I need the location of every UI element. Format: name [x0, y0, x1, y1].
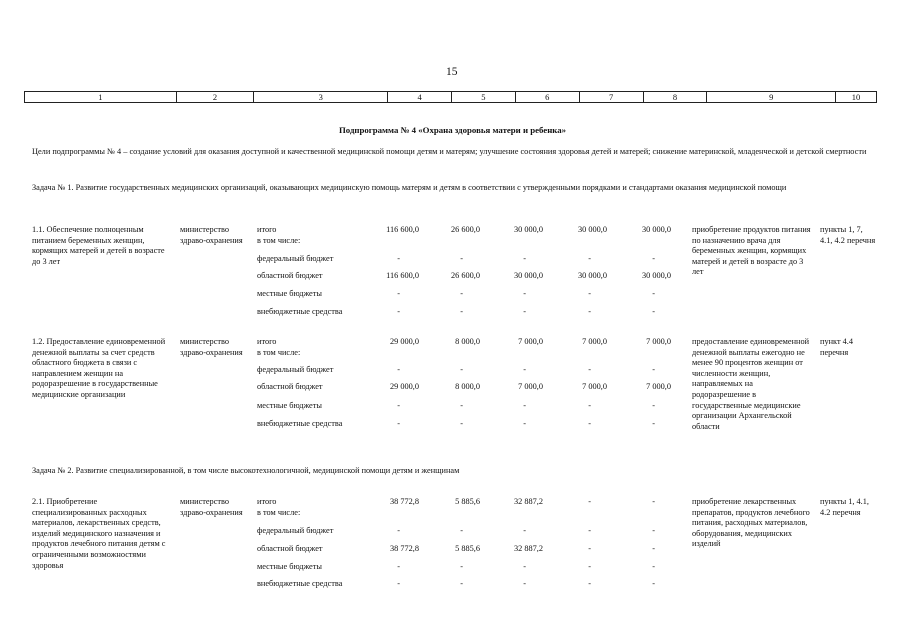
- vneb-y4: -: [652, 579, 655, 588]
- obl-y3: 30 000,0: [577, 271, 607, 280]
- label-fed: федеральный бюджет: [257, 254, 334, 263]
- fed-y2: -: [523, 526, 526, 535]
- itogo-y2: 7 000,0: [518, 337, 543, 346]
- vneb-y1: -: [460, 579, 463, 588]
- mest-y4: -: [652, 289, 655, 298]
- vneb-y3: -: [588, 579, 591, 588]
- fed-y3: -: [588, 526, 591, 535]
- header-col-8: 8: [644, 92, 708, 102]
- label-fed: федеральный бюджет: [257, 365, 334, 374]
- page-number: 15: [446, 66, 458, 78]
- vneb-y1: -: [460, 419, 463, 428]
- header-col-6: 6: [516, 92, 580, 102]
- label-obl: областной бюджет: [257, 271, 323, 280]
- label-mest: местные бюджеты: [257, 289, 322, 298]
- itogo-y2: 32 887,2: [513, 497, 543, 506]
- itogo-y3: -: [588, 497, 591, 506]
- mest-y3: -: [588, 289, 591, 298]
- header-col-2: 2: [177, 92, 255, 102]
- itogo-total: 38 772,8: [389, 497, 419, 506]
- item-executor: министерство здраво-охранения: [180, 337, 243, 357]
- obl-total: 116 600,0: [386, 271, 419, 280]
- header-col-5: 5: [452, 92, 516, 102]
- vneb-y1: -: [460, 307, 463, 316]
- header-col-1: 1: [25, 92, 177, 102]
- mest-y3: -: [588, 562, 591, 571]
- label-vneb: внебюджетные средства: [257, 307, 343, 316]
- task-1-heading: Задача № 1. Развитие государственных медицинских организаций, оказывающих медицинскую помощь матерям и детям в соответствии с утвержденными порядками и стандартами оказания медицинской помощи: [32, 183, 787, 192]
- itogo-y1: 8 000,0: [455, 337, 480, 346]
- itogo-y1: 26 600,0: [450, 225, 480, 234]
- label-mest: местные бюджеты: [257, 562, 322, 571]
- itogo-y4: 30 000,0: [641, 225, 671, 234]
- vneb-y3: -: [588, 307, 591, 316]
- obl-y2: 30 000,0: [513, 271, 543, 280]
- header-col-3: 3: [254, 92, 388, 102]
- vneb-total: -: [397, 579, 400, 588]
- fed-y4: -: [652, 365, 655, 374]
- header-col-7: 7: [580, 92, 644, 102]
- obl-total: 29 000,0: [389, 382, 419, 391]
- mest-total: -: [397, 401, 400, 410]
- label-itogo: итого: [257, 497, 277, 506]
- item-name: 1.2. Предоставление единовременной денежной выплаты за счет средств областного бюджета в связи с направлением женщин на родоразрешение в государственные медицинские организации: [32, 337, 166, 399]
- fed-y3: -: [588, 254, 591, 263]
- item-name: 1.1. Обеспечение полноценным питанием беременных женщин, кормящих матерей и детей в возрасте до 3 лет: [32, 225, 165, 266]
- vneb-y2: -: [523, 307, 526, 316]
- vneb-y2: -: [523, 579, 526, 588]
- column-number-header: [24, 91, 877, 103]
- vneb-total: -: [397, 419, 400, 428]
- obl-y1: 8 000,0: [455, 382, 480, 391]
- mest-y1: -: [460, 289, 463, 298]
- label-vtom: в том числе:: [257, 508, 301, 517]
- fed-total: -: [397, 365, 400, 374]
- fed-total: -: [397, 526, 400, 535]
- fed-y3: -: [588, 365, 591, 374]
- label-obl: областной бюджет: [257, 544, 323, 553]
- label-obl: областной бюджет: [257, 382, 323, 391]
- vneb-y3: -: [588, 419, 591, 428]
- obl-y2: 32 887,2: [513, 544, 543, 553]
- obl-total: 38 772,8: [389, 544, 419, 553]
- fed-total: -: [397, 254, 400, 263]
- item-result: предоставление единовременной денежной выплаты ежегодно не менее 90 процентов женщин от численности женщин, направляемых на родоразрешение в государственные медицинские организации Архангельской области: [692, 337, 810, 431]
- header-col-4: 4: [388, 92, 452, 102]
- vneb-total: -: [397, 307, 400, 316]
- fed-y1: -: [460, 254, 463, 263]
- mest-y1: -: [460, 401, 463, 410]
- label-fed: федеральный бюджет: [257, 526, 334, 535]
- itogo-y4: -: [652, 497, 655, 506]
- fed-y4: -: [652, 526, 655, 535]
- mest-y2: -: [523, 289, 526, 298]
- fed-y2: -: [523, 365, 526, 374]
- label-vtom: в том числе:: [257, 348, 301, 357]
- obl-y3: 7 000,0: [582, 382, 607, 391]
- label-vtom: в том числе:: [257, 236, 301, 245]
- mest-y1: -: [460, 562, 463, 571]
- obl-y1: 26 600,0: [450, 271, 480, 280]
- itogo-y2: 30 000,0: [513, 225, 543, 234]
- vneb-y4: -: [652, 419, 655, 428]
- obl-y4: -: [652, 544, 655, 553]
- fed-y1: -: [460, 526, 463, 535]
- label-itogo: итого: [257, 225, 277, 234]
- item-points: пункт 4.4 перечня: [820, 337, 854, 357]
- itogo-y3: 7 000,0: [582, 337, 607, 346]
- item-result: приобретение продуктов питания по назначению врача для беременных женщин, кормящих матерей и детей в возрасте до 3 лет: [692, 225, 811, 277]
- header-col-10: 10: [851, 92, 861, 102]
- itogo-total: 116 600,0: [386, 225, 419, 234]
- itogo-y1: 5 885,6: [455, 497, 480, 506]
- label-itogo: итого: [257, 337, 277, 346]
- fed-y2: -: [523, 254, 526, 263]
- mest-total: -: [397, 562, 400, 571]
- itogo-y3: 30 000,0: [577, 225, 607, 234]
- task-2-heading: Задача № 2. Развитие специализированной, в том числе высокотехнологичной, медицинской помощи детям и женщинам: [32, 466, 460, 475]
- vneb-y2: -: [523, 419, 526, 428]
- item-name: 2.1. Приобретение специализированных расходных материалов, лекарственных средств, изделий медицинского назначения и продуктов лечебного питания детям с ограниченными возможностями здоровья: [32, 497, 166, 570]
- item-result: приобретение лекарственных препаратов, продуктов лечебного питания, расходных материалов, оборудования, медицинских изделий: [692, 497, 810, 549]
- fed-y1: -: [460, 365, 463, 374]
- item-executor: министерство здраво-охранения: [180, 497, 243, 517]
- subprogram-goal: Цели подпрограммы № 4 – создание условий для оказания доступной и качественной медицинской помощи детям и матерям; улучшение состояния здоровья детей и матерей; снижение материнской, младенческой и детской смертности: [32, 147, 867, 156]
- fed-y4: -: [652, 254, 655, 263]
- mest-y2: -: [523, 562, 526, 571]
- obl-y1: 5 885,6: [455, 544, 480, 553]
- obl-y3: -: [588, 544, 591, 553]
- subprogram-title: Подпрограмма № 4 «Охрана здоровья матери и ребенка»: [338, 125, 567, 135]
- label-mest: местные бюджеты: [257, 401, 322, 410]
- header-col-9: 9: [707, 92, 836, 102]
- item-executor: министерство здраво-охранения: [180, 225, 243, 245]
- itogo-y4: 7 000,0: [646, 337, 671, 346]
- obl-y4: 7 000,0: [646, 382, 671, 391]
- item-points: пункты 1, 7, 4.1, 4.2 перечня: [820, 225, 876, 245]
- label-vneb: внебюджетные средства: [257, 579, 343, 588]
- item-points: пункты 1, 4.1, 4.2 перечня: [820, 497, 869, 517]
- label-vneb: внебюджетные средства: [257, 419, 343, 428]
- obl-y4: 30 000,0: [641, 271, 671, 280]
- mest-total: -: [397, 289, 400, 298]
- itogo-total: 29 000,0: [389, 337, 419, 346]
- mest-y4: -: [652, 562, 655, 571]
- mest-y2: -: [523, 401, 526, 410]
- obl-y2: 7 000,0: [518, 382, 543, 391]
- mest-y3: -: [588, 401, 591, 410]
- mest-y4: -: [652, 401, 655, 410]
- vneb-y4: -: [652, 307, 655, 316]
